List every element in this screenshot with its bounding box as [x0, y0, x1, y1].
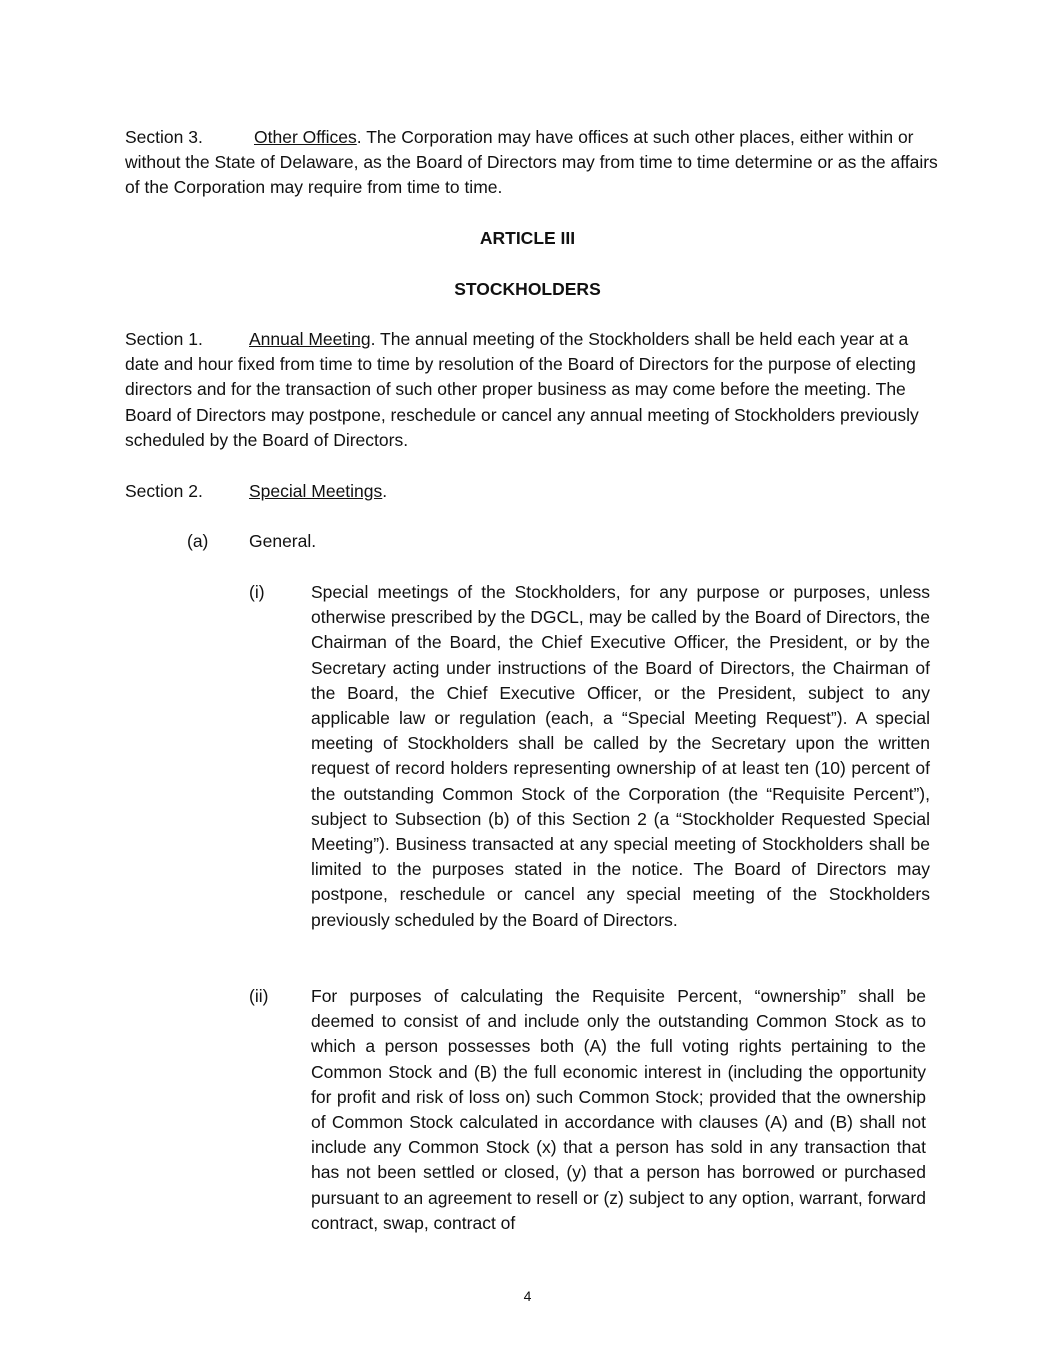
section-3-label: Section 3. [125, 127, 203, 147]
clause-i-text: Special meetings of the Stockholders, for any purpose or purposes, unless otherwise prescribed by the DGCL, may be called by the Board of Directors, the Chairman of the Board, the Chief Executive Officer, the President, or by the Secretary acting under instructions of the Board of Directors, the Chairman of the Board, the Chief Executive Officer, or the President, subject to any applicable law or regulation (each, a “Special Meeting Request”). A special meeting of Stockholders shall be called by the Secretary upon the written request of record holders representing ownership of at least ten (10) percent of the outstanding Common Stock of the Corporation (the “Requisite Percent”), subject to Subsection (b) of this Section 2 (a “Stockholder Requested Special Meeting”). Business transacted at any special meeting of Stockholders shall be limited to the purposes stated in the notice. The Board of Directors may postpone, reschedule or cancel any special meeting of the Stockholders previously scheduled by the Board of Directors. [311, 582, 930, 930]
section-2-label: Section 2. [125, 481, 203, 501]
section-3-paragraph [125, 125, 938, 201]
section-1-text: . The annual meeting of the Stockholders shall be held each year at a date and hour fixed from time to time by resolution of the Board of Directors for the purpose of electing directors and for the transaction of such other proper business as may come before the meeting. The Board of Directors may postpone, reschedule or cancel any annual meeting of Stockholders previously scheduled by the Board of Directors. [125, 329, 919, 450]
article-number: ARTICLE III [479, 228, 576, 248]
section-3-text: . The Corporation may have offices at such other places, either within or without the State of Delaware, as the Board of Directors may from time to time determine or as the affairs of the Corporation may require from time to time. [125, 127, 938, 198]
clause-ii-label: (ii) [249, 986, 269, 1006]
section-1-title: Annual Meeting [249, 329, 371, 349]
section-2-suffix: . [382, 481, 388, 501]
article-title: STOCKHOLDERS [454, 279, 601, 299]
clause-i-label: (i) [249, 582, 265, 602]
section-2-title: Special Meetings [249, 481, 383, 501]
section-1-label: Section 1. [125, 329, 203, 349]
subsection-a-label: (a) [187, 531, 209, 551]
page-number: 4 [523, 1288, 532, 1304]
section-1-paragraph [125, 327, 925, 453]
subsection-a-text: General. [249, 531, 317, 551]
clause-ii-text: For purposes of calculating the Requisite Percent, “ownership” shall be deemed to consist of and include only the outstanding Common Stock as to which a person possesses both (A) the full voting rights pertaining to the Common Stock and (B) the full economic interest in (including the opportunity for profit and risk of loss on) such Common Stock; provided that the ownership of Common Stock calculated in accordance with clauses (A) and (B) shall not include any Common Stock (x) that a person has sold in any transaction that has not been settled or closed, (y) that a person has borrowed or purchased pursuant to an agreement to resell or (z) subject to any option, warrant, forward contract, swap, contract of [311, 986, 926, 1233]
section-2-heading [249, 479, 849, 504]
section-3-title: Other Offices [254, 127, 357, 147]
